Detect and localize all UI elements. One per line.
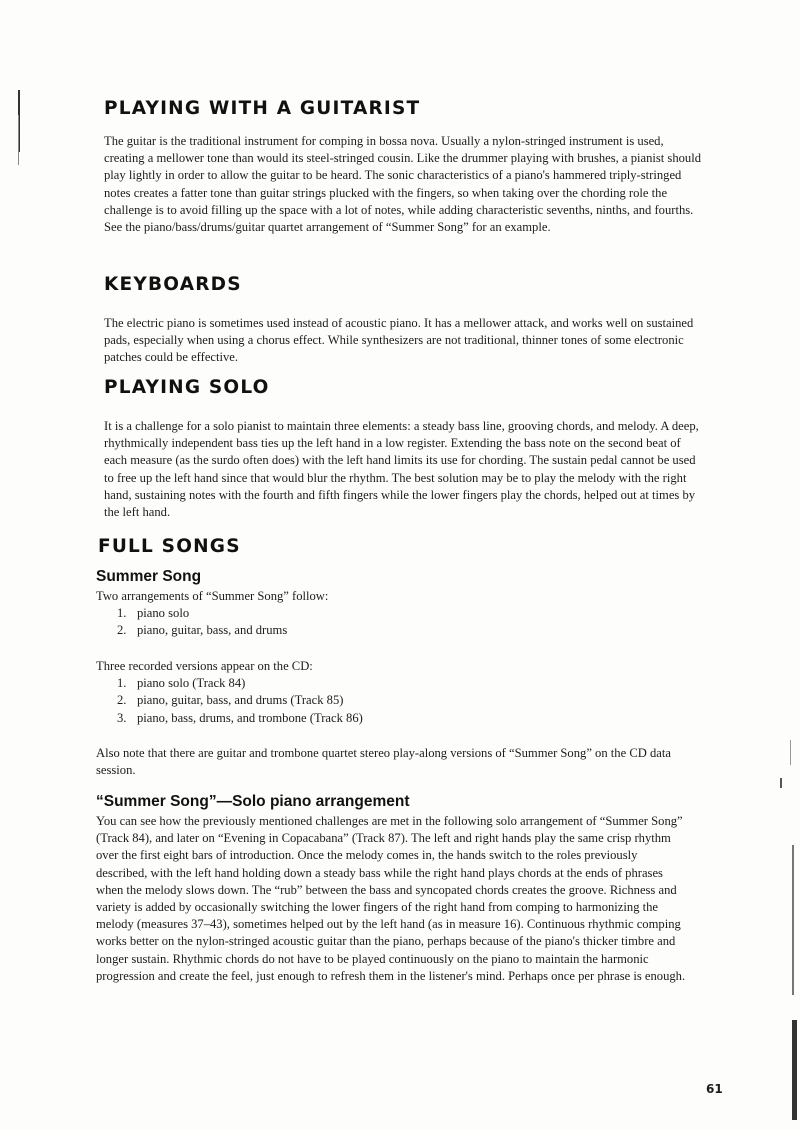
subheading-summer-song: Summer Song (96, 568, 202, 585)
scan-artifact-right-edge (792, 845, 794, 995)
list-number: 2. (117, 693, 127, 708)
paragraph-solo-arrangement: You can see how the previously mentioned challenges are met in the following solo arrangement of “Summer Song” (Track 84), and later on “Evening in Copacabana” (Track 87). The left and right hands play the same crisp rhythm over the first eight bars of introduction. Once the melody comes in, the hands switch to the roles previously described, with the left hand holding down a steady bass while the right hand plays chords at the ends of phrases when the melody slows down. The “rub” between the bass and syncopated chords creates the groove. Richness and variety is added by occasionally switching the lower fingers of the right hand from comping to harmonizing the melody (measures 37–43), sometimes helped out by the left hand (as in measure 16). Continuous rhythmic comping works better on the nylon-stringed acoustic guitar than the piano, perhaps because of the piano's thicker timbre and longer sustain. Rhythmic chords do not have to be played continuously on the piano to maintain the harmonic progression and create the feel, just enough to refresh them in the listener's mind. Perhaps once per phrase is enough. (96, 814, 686, 983)
list-number: 1. (117, 676, 127, 690)
list-number: 1. (117, 606, 127, 620)
scan-artifact-right-bottom (792, 1020, 797, 1120)
list-number: 3. (117, 710, 127, 725)
paragraph-playing-solo: It is a challenge for a solo pianist to maintain three elements: a steady bass line, grooving chords, and melody. A deep, rhythmically independent bass ties up the left hand in a low register. Extending the bass note on the second beat of each measure (as the surdo often does) with the left hand limits its use for chording. The sustain pedal cannot be used to free up the left hand since that would blur the rhythm. The best solution may be to play the melody with the right hand, sustaining notes with the fourth and fifth fingers while the lower fingers play the chords, helped out at times by the left hand. (104, 419, 699, 520)
paragraph-play-along-note: Also note that there are guitar and trombone quartet stereo play-along versions of “Summer Song” on the CD data session. (96, 746, 671, 778)
list-item (117, 710, 363, 727)
list-text: piano, bass, drums, and trombone (137, 710, 307, 725)
arrangements-list (117, 605, 287, 640)
track-reference: (Track 85) (290, 693, 344, 708)
subheading-solo-piano-arrangement: “Summer Song”—Solo piano arrangement (96, 793, 410, 810)
list-item (117, 605, 287, 622)
list-item (117, 622, 287, 639)
scan-artifact-right (780, 778, 782, 788)
page-number: 61 (706, 1082, 723, 1096)
list-item (117, 675, 363, 692)
list-text: piano, guitar, bass, and drums (137, 693, 288, 708)
scan-artifact-left-faint (18, 115, 19, 165)
list-text: piano solo (137, 676, 190, 690)
heading-keyboards: KEYBOARDS (104, 274, 242, 295)
list-item (117, 692, 363, 709)
track-reference: (Track 86) (309, 710, 363, 725)
list-text: piano, guitar, bass, and drums (137, 623, 288, 638)
heading-playing-with-guitarist: PLAYING WITH A GUITARIST (104, 98, 421, 119)
list-number: 2. (117, 623, 127, 638)
list-text: piano solo (137, 606, 190, 620)
versions-intro: Three recorded versions appear on the CD: (96, 659, 313, 673)
paragraph-guitarist: The guitar is the traditional instrument for comping in bossa nova. Usually a nylon-stringed instrument is used, creating a mellower tone than would its steel-stringed cousin. Like the drummer playing with brushes, a pianist should play lightly in order to allow the guitar to be heard. The sonic characteristics of a piano's hammered triply-stringed notes creates a fatter tone than guitar strings plucked with the fingers, so when taking over the chording role the challenge is to avoid filling up the space with a lot of notes, while adding characteristic sevenths, ninths, and fourths. See the piano/bass/drums/guitar quartet arrangement of “Summer Song” for an example. (104, 134, 702, 235)
heading-playing-solo: PLAYING SOLO (104, 377, 270, 398)
scan-artifact-right-small (790, 740, 791, 765)
paragraph-keyboards: The electric piano is sometimes used instead of acoustic piano. It has a mellower attack, and works well on sustained pads, especially when using a chorus effect. While synthesizers are not traditional, thinner tones of some electronic patches could be effective. (104, 316, 694, 365)
versions-list (117, 675, 363, 727)
heading-full-songs: FULL SONGS (98, 536, 241, 557)
arrangements-intro: Two arrangements of “Summer Song” follow: (96, 589, 329, 603)
track-reference: (Track 84) (192, 676, 246, 690)
